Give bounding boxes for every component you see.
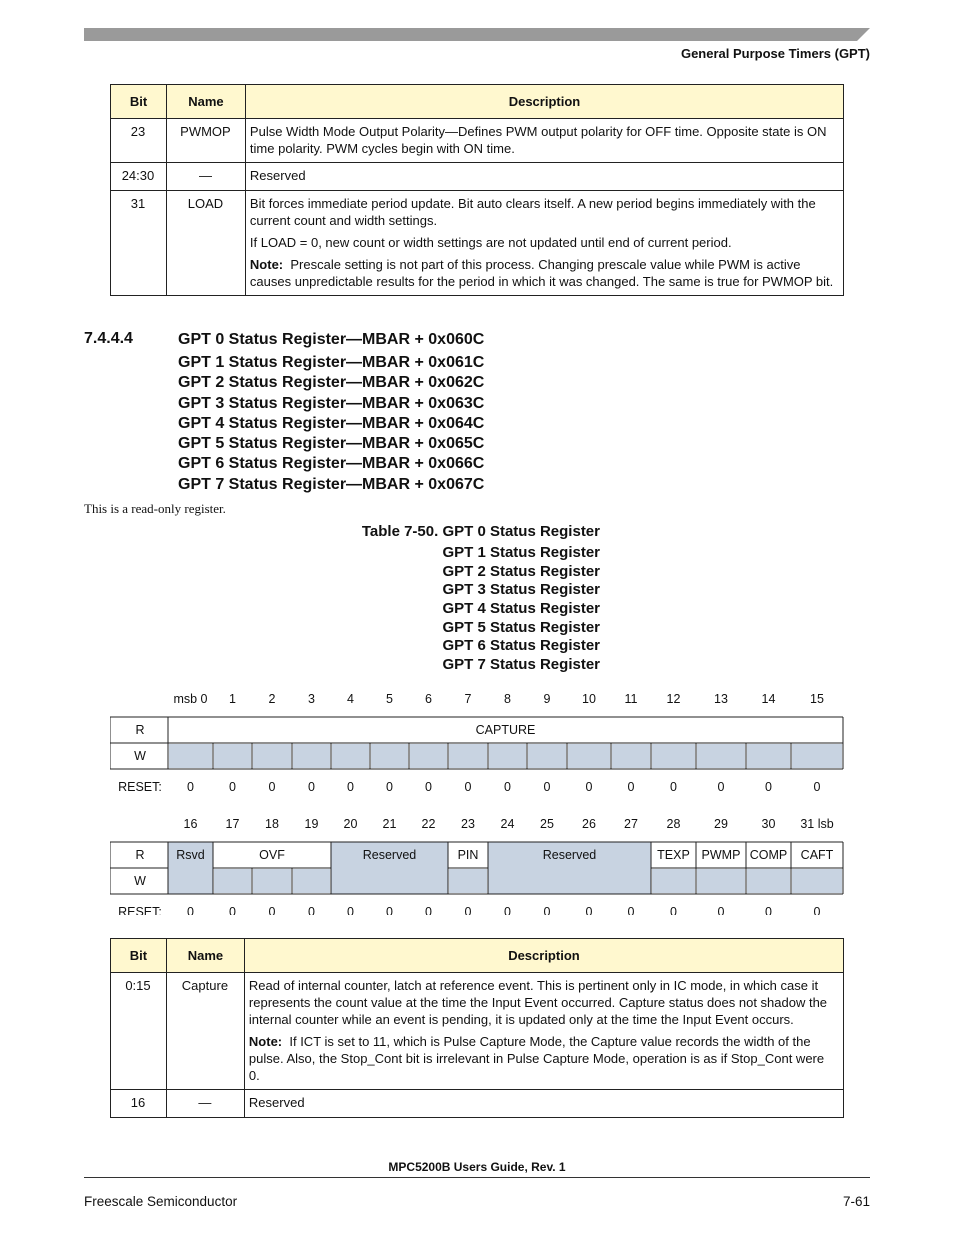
write-bit-cell [449,869,487,893]
bit-number-label: 28 [666,817,681,831]
note-label: Note: [248,1034,283,1049]
write-bit-cell [293,744,330,768]
table-row [111,119,844,163]
footer-divider [84,1177,870,1178]
column-header-description: Description [245,85,843,119]
reset-value: 0 [585,905,593,915]
description-cell [244,1090,843,1118]
field-label: TEXP [657,848,690,862]
bit-number-label: 27 [624,817,638,831]
name-cell: Capture [166,973,244,1090]
description-cell [245,191,843,296]
write-bit-cell [747,869,790,893]
section-title-line: GPT 7 Status Register—MBAR + 0x067C [178,475,485,493]
footer-page-number: 7-61 [842,1194,870,1209]
reset-value: 0 [813,905,821,915]
reset-value: 0 [627,780,635,794]
write-bit-cell [792,744,842,768]
reset-value: 0 [717,905,725,915]
name-cell: — [166,163,245,191]
table-header-row [111,85,844,119]
reset-value: 0 [308,905,315,915]
bit-number-label: 7 [464,692,472,706]
reset-value: 0 [543,905,551,915]
bit-cell: 23 [111,119,167,163]
caption-line: GPT 6 Status Register [442,637,600,655]
reset-value: 0 [187,780,194,794]
description-cell [245,119,843,163]
write-row-label: W [134,874,146,888]
description-text: Reserved [249,168,306,183]
bit-number-label: 6 [425,692,432,706]
reserved-field-label: Reserved [542,848,597,862]
write-bit-cell [253,744,291,768]
reset-value: 0 [627,905,635,915]
bit-number-label: 22 [421,817,436,831]
bit-number-label: 30 [761,817,776,831]
reset-value: 0 [464,780,472,794]
bit-number-label: 12 [666,692,681,706]
reset-value: 0 [670,905,677,915]
note-label: Note: [249,257,284,272]
bit-cell: 0:15 [111,973,167,1090]
reset-row-label: RESET: [118,780,162,794]
bit-number-label: 8 [504,692,511,706]
write-bit-cell [792,869,842,893]
section-title-line: GPT 1 Status Register—MBAR + 0x061C [178,354,485,371]
bit-number-label: 5 [386,692,393,706]
bit-number-label: 24 [500,817,515,831]
bit-number-label: 29 [714,817,728,831]
reset-value: 0 [765,905,772,915]
name-cell: LOAD [166,191,245,296]
field-label: CAFT [800,848,834,862]
note-text [250,256,838,290]
reset-value: 0 [229,905,236,915]
caption-line: GPT 1 Status Register [442,544,600,561]
bit-number-label: 14 [761,692,776,706]
write-bit-cell [214,869,251,893]
column-header-bit: Bit [111,85,167,119]
field-label: PWMP [701,848,741,862]
reset-value: 0 [813,780,821,794]
description-text: Read of internal counter, latch at reference event. This is pertinent only in IC mode, in which case it represents the count value at the time the Input Event occurred. Capture status does not shadow the internal counter while an event is pending, it is updated only at the time the Input Event occurs. [248,978,828,1027]
write-bit-cell [214,744,251,768]
write-bit-cell [489,744,526,768]
description-text: Pulse Width Mode Output Polarity—Defines PWM output polarity for OFF time. Opposite state is ON time polarity. PWM cycles begin with ON time. [249,124,827,156]
table-row [111,973,844,1090]
reset-value: 0 [543,780,551,794]
footer-company: Freescale Semiconductor [84,1194,238,1209]
field-label: COMP [749,848,788,862]
header-bar [84,28,870,41]
bit-number-label: 21 [382,817,397,831]
caption-line: GPT 2 Status Register [442,562,600,580]
top-bit-description-table [110,84,844,296]
reset-value: 0 [347,780,354,794]
caption-line: GPT 4 Status Register [442,600,600,618]
write-bit-cell [612,744,650,768]
section-title-line: GPT 5 Status Register—MBAR + 0x065C [178,435,485,453]
name-cell: PWMOP [166,119,245,163]
write-bit-cell [697,744,745,768]
reset-value: 0 [187,905,194,915]
note-text [249,1033,838,1084]
bit-number-label: 17 [225,817,240,831]
write-bit-cell [410,744,447,768]
bit-number-label: 31 lsb [800,817,834,831]
table-row [111,191,844,296]
field-label: OVF [259,848,285,862]
reset-value: 0 [386,905,393,915]
reset-value: 0 [229,780,236,794]
bit-number-label: 18 [265,817,279,831]
bit-cell: 31 [111,191,167,296]
name-cell: — [166,1090,244,1118]
column-header-bit: Bit [111,939,167,973]
read-row-label: R [135,848,145,862]
section-title-line: GPT 0 Status Register—MBAR + 0x060C [178,331,485,348]
bit-number-label: 20 [343,817,358,831]
write-bit-cell [169,744,212,768]
bit-cell: 16 [111,1090,167,1118]
write-bit-cell [652,744,695,768]
page-header-title: General Purpose Timers (GPT) [680,46,870,61]
caption-line: GPT 3 Status Register [442,581,600,599]
write-bit-cell [253,869,291,893]
reset-value: 0 [347,905,354,915]
bit-number-label: 2 [268,692,276,706]
reset-value: 0 [386,780,393,794]
column-header-name: Name [166,85,245,119]
write-bit-cell [293,869,330,893]
bit-number-label: 3 [308,692,315,706]
field-label: CAPTURE [475,723,536,737]
reset-value: 0 [765,780,772,794]
bit-number-label: 16 [183,817,198,831]
note-body: If ICT is set to 11, which is Pulse Capture Mode, the Capture value records the width of the pulse. Also, the Stop_Cont bit is irrelevant in Pulse Capture Mode, operation is as if Stop_Cont were 0. [248,1034,825,1083]
bit-cell: 24:30 [111,163,167,191]
table-row [111,163,844,191]
note-body: Prescale setting is not part of this process. Changing prescale value while PWM is active causes unpredictable results for the period in which it was changed. The same is true for PWMOP bit. [249,257,834,289]
table-row [111,1090,844,1118]
reset-value: 0 [308,780,315,794]
bottom-bit-description-table [110,938,844,1118]
bit-number-label: 26 [582,817,596,831]
write-bit-cell [747,744,790,768]
description-text: Reserved [248,1095,305,1110]
write-bit-cell [697,869,745,893]
write-row-label: W [134,749,146,763]
write-bit-cell [568,744,610,768]
bit-number-label: 9 [543,692,551,706]
bit-number-label: 10 [582,692,596,706]
reserved-field-label: Rsvd [176,848,205,862]
reset-value: 0 [464,905,472,915]
reset-value: 0 [425,780,432,794]
section-title-line: GPT 3 Status Register—MBAR + 0x063C [178,394,485,412]
bit-number-label: 23 [461,817,475,831]
write-bit-cell [652,869,695,893]
footer-guide-title: MPC5200B Users Guide, Rev. 1 [388,1160,566,1174]
reset-value: 0 [504,905,511,915]
section-title-line: GPT 4 Status Register—MBAR + 0x064C [178,414,485,432]
write-bit-cell [371,744,408,768]
caption-line: Table 7-50. GPT 0 Status Register [361,523,600,540]
description-text: Bit forces immediate period update. Bit auto clears itself. A new period begins immediately with the current count and width settings. [249,196,816,228]
bit-number-label: msb 0 [173,692,208,706]
table-header-row [111,939,844,973]
column-header-name: Name [166,939,244,973]
bit-number-label: 1 [229,692,236,706]
reset-value: 0 [504,780,511,794]
description-cell [245,163,843,191]
reset-value: 0 [717,780,725,794]
field-label: PIN [457,848,479,862]
reset-row-label: RESET: [118,905,162,915]
table-caption [362,523,600,675]
section-title-line: GPT 6 Status Register—MBAR + 0x066C [178,455,485,473]
reserved-field-label: Reserved [362,848,417,862]
reset-value: 0 [268,905,276,915]
reset-value: 0 [670,780,677,794]
bit-number-label: 13 [714,692,728,706]
description-text: If LOAD = 0, new count or width settings are not updated until end of current period. [249,235,732,250]
bit-number-label: 19 [304,817,319,831]
caption-line: GPT 7 Status Register [442,656,600,674]
reset-value: 0 [425,905,432,915]
reset-value: 0 [585,780,593,794]
column-header-description: Description [244,939,843,973]
write-bit-cell [332,744,369,768]
register-diagram-svg [110,685,844,915]
intro-paragraph: This is a read-only register. [84,501,226,516]
section-number: 7.4.4.4 [84,330,133,347]
write-bit-cell [449,744,487,768]
bit-number-label: 25 [540,817,554,831]
reset-value: 0 [268,780,276,794]
bit-number-label: 15 [810,692,824,706]
description-cell [244,973,843,1090]
bit-number-label: 4 [347,692,354,706]
section-title-line: GPT 2 Status Register—MBAR + 0x062C [178,374,485,392]
bit-number-label: 11 [624,692,638,706]
write-bit-cell [528,744,566,768]
caption-line: GPT 5 Status Register [442,618,600,636]
read-row-label: R [135,723,145,737]
register-diagram [110,685,844,915]
